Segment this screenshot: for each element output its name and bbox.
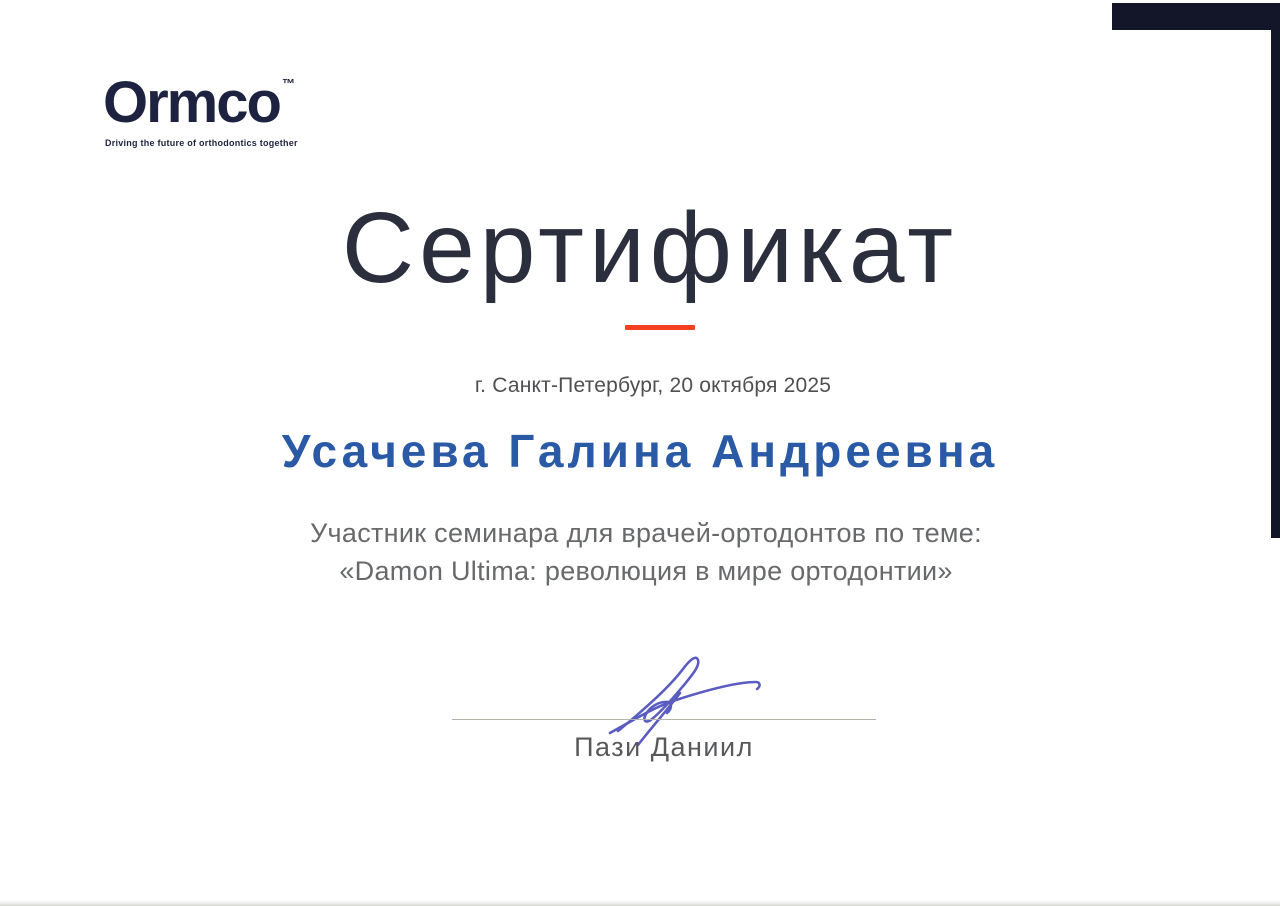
signer-name: Пази Даниил	[574, 732, 754, 762]
certificate-title: Сертификат	[341, 192, 959, 304]
place-and-date: г. Санкт-Петербург, 20 октября 2025	[474, 374, 832, 397]
logo-tagline: Driving the future of orthodontics together	[105, 138, 298, 148]
seminar-description-line-2: «Damon Ultima: революция в мире ортодонтии»	[339, 556, 953, 586]
signature-block	[452, 640, 876, 780]
logo-wordmark-text: Ormco	[103, 70, 280, 135]
logo-wordmark	[103, 70, 298, 135]
paper-edge-shadow	[0, 900, 1280, 906]
ormco-logo	[103, 70, 298, 148]
seminar-description	[0, 514, 1280, 590]
seminar-description-line-1: Участник семинара для врачей-ортодонтов по теме:	[310, 518, 982, 548]
title-accent-line	[625, 325, 695, 330]
corner-accent-top-bar	[1112, 3, 1280, 30]
trademark-symbol: ™	[281, 76, 295, 91]
recipient-name: Усачева Галина Андреевна	[281, 425, 999, 477]
signature-line	[452, 719, 876, 720]
